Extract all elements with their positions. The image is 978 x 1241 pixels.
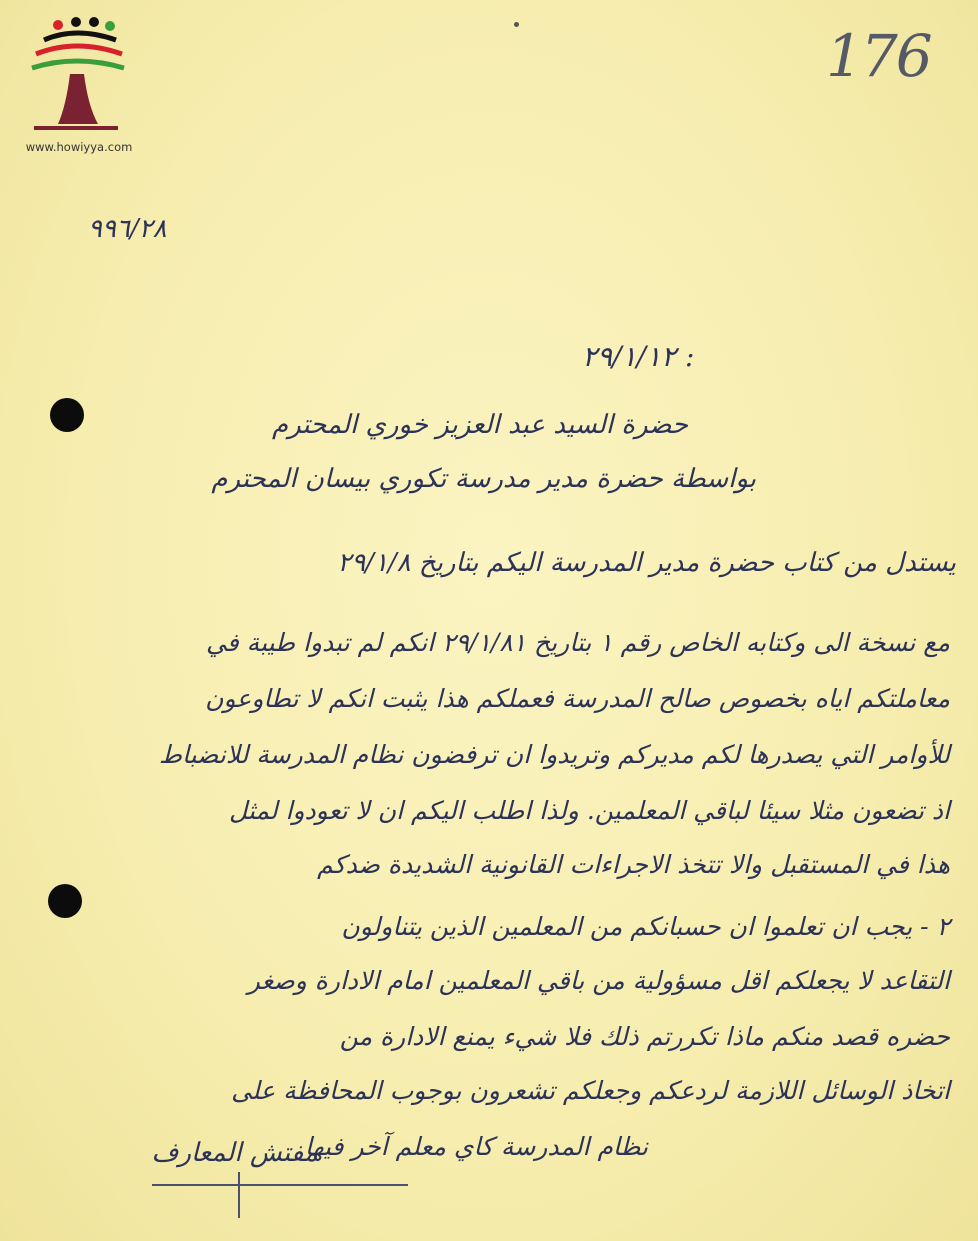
letter-date: ٢٩/١/١٢ : — [582, 340, 695, 373]
body-line: اذ تضعون مثلا سيئا لباقي المعلمين. ولذا اطلب اليكم ان لا تعودوا لمثل — [229, 796, 950, 825]
punch-hole-bottom — [48, 884, 82, 918]
page-number: 176 — [826, 22, 931, 90]
body-line: نظام المدرسة كاي معلم آخر فيها — [304, 1132, 648, 1161]
signature-underline — [152, 1184, 408, 1186]
reference-line: يستدل من كتاب حضرة مدير المدرسة اليكم بتاريخ ٢٩/١/٨ — [337, 548, 956, 578]
paper-speck — [514, 22, 519, 27]
body-line: التقاعد لا يجعلكم اقل مسؤولية من باقي المعلمين امام الادارة وصغر — [247, 966, 950, 995]
logo-url: www.howiyya.com — [25, 140, 133, 154]
body-line: معاملتكم اياه بخصوص صالح المدرسة فعملكم هذا يثبت انكم لا تطاوعون — [205, 684, 950, 713]
howiyya-tree-logo — [18, 16, 138, 136]
via-line: بواسطة حضرة مدير مدرسة تكوري بيسان المحترم — [211, 464, 756, 494]
signature-flourish — [238, 1172, 240, 1218]
punch-hole-top — [50, 398, 84, 432]
reference-number: ٩٩٦/٢٨ — [88, 214, 167, 244]
body-line: اتخاذ الوسائل اللازمة لردعكم وجعلكم تشعرون بوجوب المحافظة على — [231, 1076, 950, 1105]
body-line: ٢ - يجب ان تعلموا ان حسبانكم من المعلمين الذين يتناولون — [341, 912, 950, 941]
signature-title: مفتش المعارف — [151, 1138, 318, 1168]
body-line: هذا في المستقبل والا تتخذ الاجراءات القانونية الشديدة ضدكم — [317, 850, 950, 879]
body-line: حضره قصد منكم ماذا تكررتم ذلك فلا شيء يمنع الادارة من — [339, 1022, 950, 1051]
body-line: مع نسخة الى وكتابه الخاص رقم ١ بتاريخ ٢٩/١/٨١ انكم لم تبدوا طيبة في — [205, 628, 950, 657]
body-line: للأوامر التي يصدرها لكم مديركم وتريدوا ان ترفضون نظام المدرسة للانضباط — [158, 740, 950, 769]
addressee-line: حضرة السيد عبد العزيز خوري المحترم — [271, 410, 688, 440]
